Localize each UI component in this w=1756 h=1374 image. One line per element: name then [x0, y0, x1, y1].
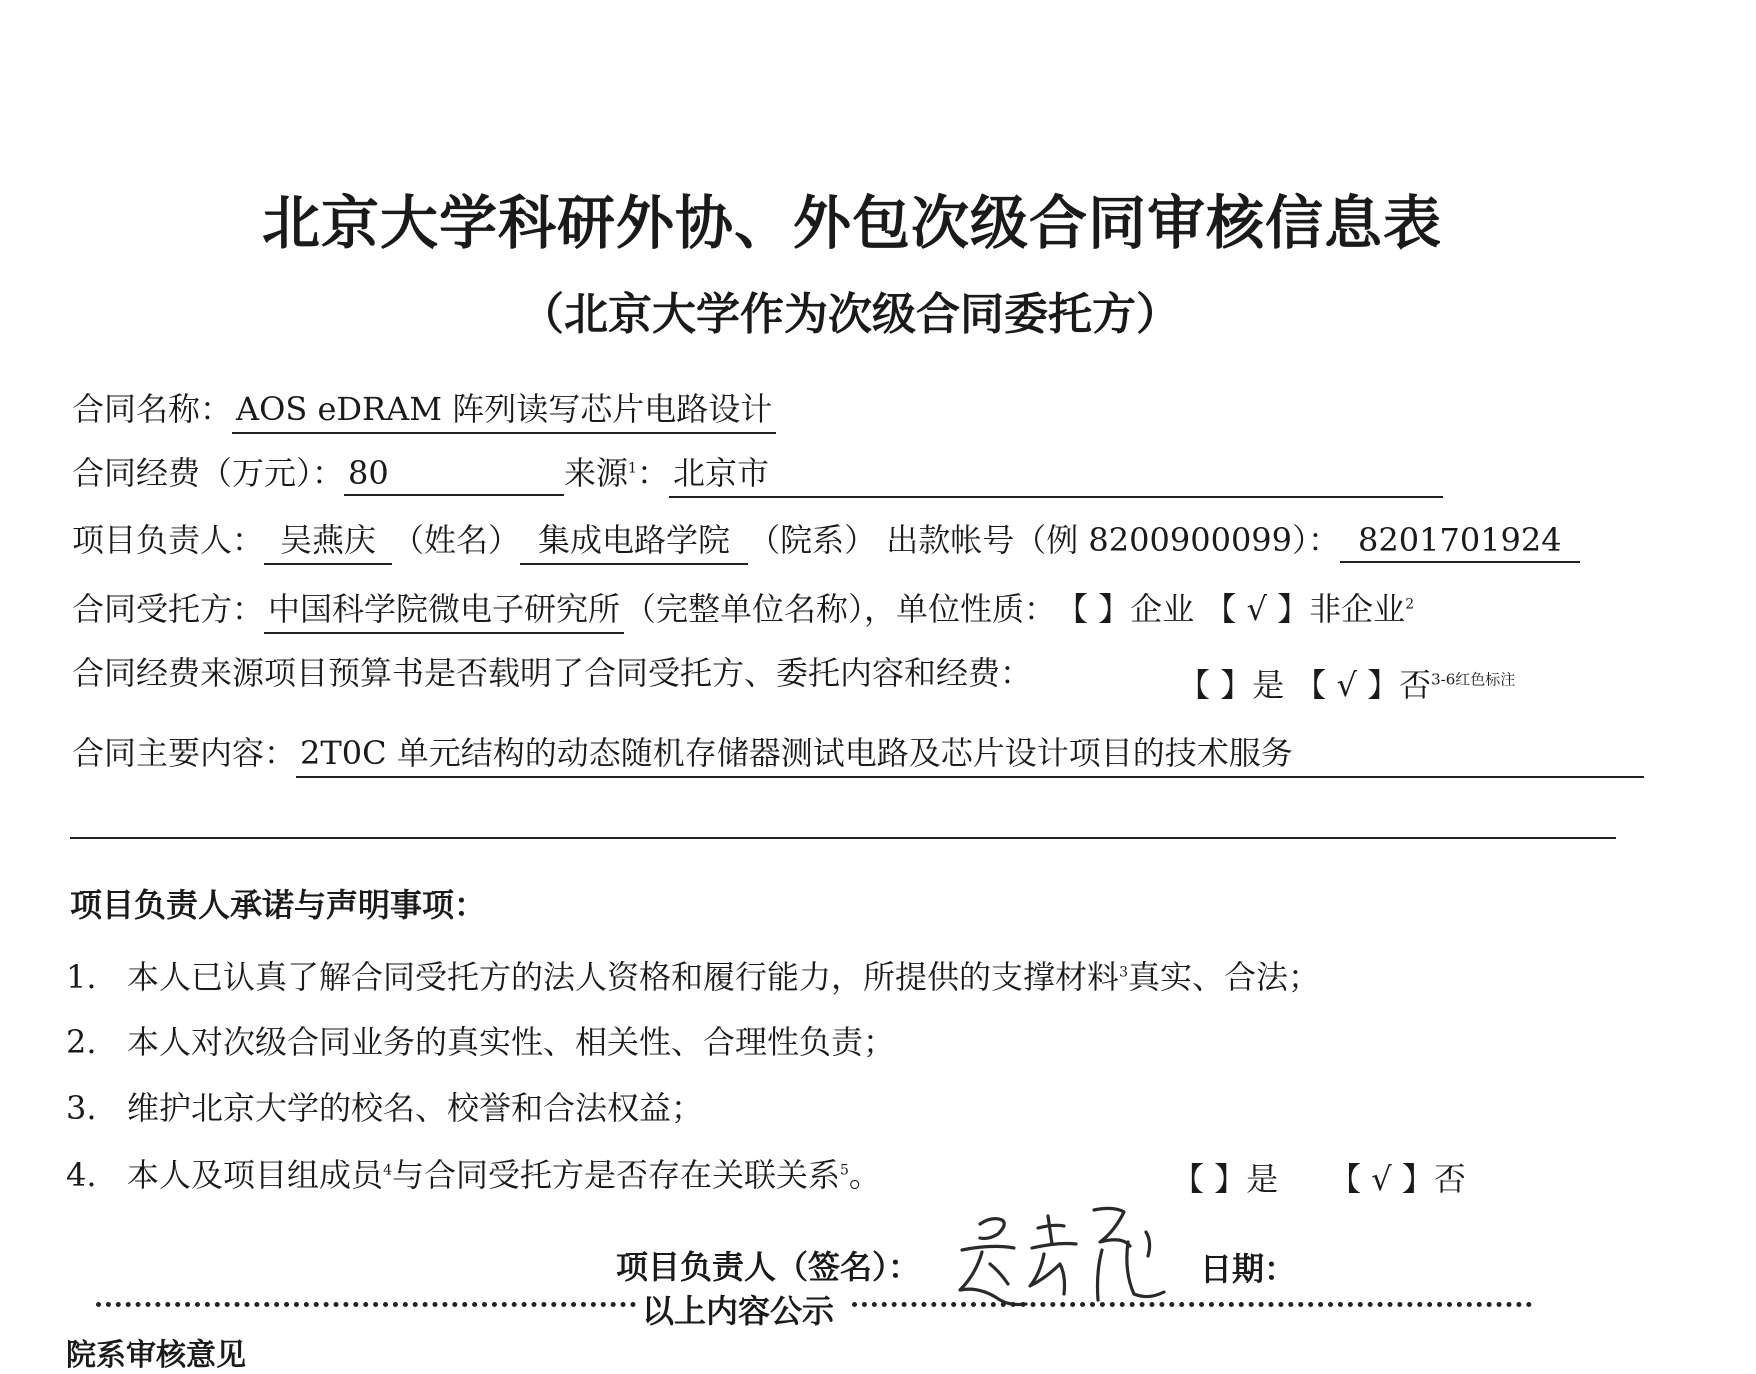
- item4-yes-label: 是: [1246, 1160, 1279, 1198]
- content-label: 合同主要内容：: [72, 734, 297, 772]
- item4-yes-checkbox: 【 】: [1172, 1160, 1247, 1198]
- pi-row: [72, 515, 1580, 565]
- contract-name-label: 合同名称：: [72, 390, 233, 428]
- contract-name-value: AOS eDRAM 阵列读写芯片电路设计: [232, 384, 776, 434]
- item-text: 本人及项目组成员: [127, 1156, 384, 1194]
- account-value: 8201701924: [1340, 521, 1580, 563]
- content-value: 2T0C 单元结构的动态随机存储器测试电路及芯片设计项目的技术服务: [296, 728, 1644, 778]
- enterprise-label: 企业: [1130, 590, 1195, 628]
- trustee-label: 合同受托方：: [72, 590, 265, 628]
- item-text: 维护北京大学的校名、校誉和合法权益；: [127, 1089, 704, 1127]
- fee-label: 合同经费（万元）：: [72, 454, 345, 492]
- fee-value: 80: [344, 454, 564, 496]
- contract-name-row: [72, 384, 776, 434]
- handwritten-signature: [952, 1202, 1172, 1316]
- page-subtitle: （北京大学作为次级合同委托方）: [520, 289, 1180, 340]
- budget-yes-checkbox: 【 】: [1178, 666, 1253, 704]
- source-colon: ：: [636, 454, 669, 492]
- department-value: 集成电路学院: [520, 515, 748, 565]
- pi-name: 吴燕庆: [264, 515, 392, 565]
- budget-no-label: 否: [1399, 666, 1432, 704]
- item-footnote: 3: [1119, 964, 1128, 981]
- item-text: 本人对次级合同业务的真实性、相关性、合理性负责；: [127, 1023, 896, 1061]
- source-footnote: 1: [628, 460, 637, 477]
- item-text: 本人已认真了解合同受托方的法人资格和履行能力，所提供的支撑材料: [127, 958, 1120, 996]
- item-number: 2.: [66, 1023, 97, 1061]
- budget-answer: [1178, 660, 1515, 706]
- item-footnote-2: 5: [840, 1162, 849, 1179]
- item-number: 4.: [66, 1156, 97, 1194]
- item-text-end: 。: [848, 1156, 881, 1194]
- item4-no-label: 否: [1433, 1160, 1466, 1198]
- item4-no-checkbox: 【 √ 】: [1329, 1160, 1434, 1198]
- commitment-item: [66, 1017, 895, 1063]
- fee-row: [72, 448, 1443, 498]
- account-label: 出款帐号（例 8200900099）：: [886, 521, 1341, 559]
- department-suffix: （院系）: [748, 521, 877, 559]
- item-text-cont: 真实、合法；: [1127, 958, 1320, 996]
- budget-question: 合同经费来源项目预算书是否载明了合同受托方、委托内容和经费：: [72, 654, 1033, 692]
- trustee-value: 中国科学院微电子研究所: [264, 584, 624, 634]
- trustee-row: [72, 584, 1414, 634]
- public-notice-label: 以上内容公示: [642, 1292, 835, 1330]
- dotted-line-left: [96, 1302, 636, 1307]
- source-label: 来源: [564, 454, 629, 492]
- item-number: 3.: [66, 1089, 97, 1127]
- commitment-item: [66, 1150, 881, 1196]
- item-text-cont: 与合同受托方是否存在关联关系: [391, 1156, 840, 1194]
- nature-footnote: 2: [1405, 596, 1415, 613]
- content-row: [72, 728, 1644, 778]
- page-title: 北京大学科研外协、外包次级合同审核信息表: [262, 189, 1443, 257]
- commitment-item: [66, 952, 1320, 998]
- item4-answer: [1172, 1154, 1466, 1200]
- commitments-heading: 项目负责人承诺与声明事项：: [70, 886, 487, 924]
- date-label: 日期：: [1200, 1250, 1297, 1288]
- item-number: 1.: [66, 958, 97, 996]
- signature-drawing: [952, 1202, 1172, 1312]
- next-section-heading: 院系审核意见: [66, 1338, 246, 1373]
- non-enterprise-checkbox: 【 √ 】: [1204, 590, 1310, 628]
- source-value: 北京市: [669, 448, 1443, 498]
- content-extra-line: [70, 837, 1616, 839]
- non-enterprise-label: 非企业: [1309, 590, 1406, 628]
- dotted-line-right: [852, 1302, 1532, 1307]
- trustee-suffix: （完整单位名称），单位性质：: [624, 590, 1057, 628]
- budget-yes-label: 是: [1252, 666, 1285, 704]
- enterprise-checkbox: 【 】: [1056, 590, 1131, 628]
- budget-row: [72, 648, 1032, 694]
- item-footnote: 4: [383, 1162, 392, 1179]
- signature-label: 项目负责人（签名）：: [616, 1248, 921, 1286]
- pi-label: 项目负责人：: [72, 521, 265, 559]
- pi-name-suffix: （姓名）: [392, 521, 521, 559]
- budget-no-checkbox: 【 √ 】: [1294, 666, 1400, 704]
- commitment-item: [66, 1083, 703, 1129]
- budget-footnote: 3-6红色标注: [1431, 670, 1516, 689]
